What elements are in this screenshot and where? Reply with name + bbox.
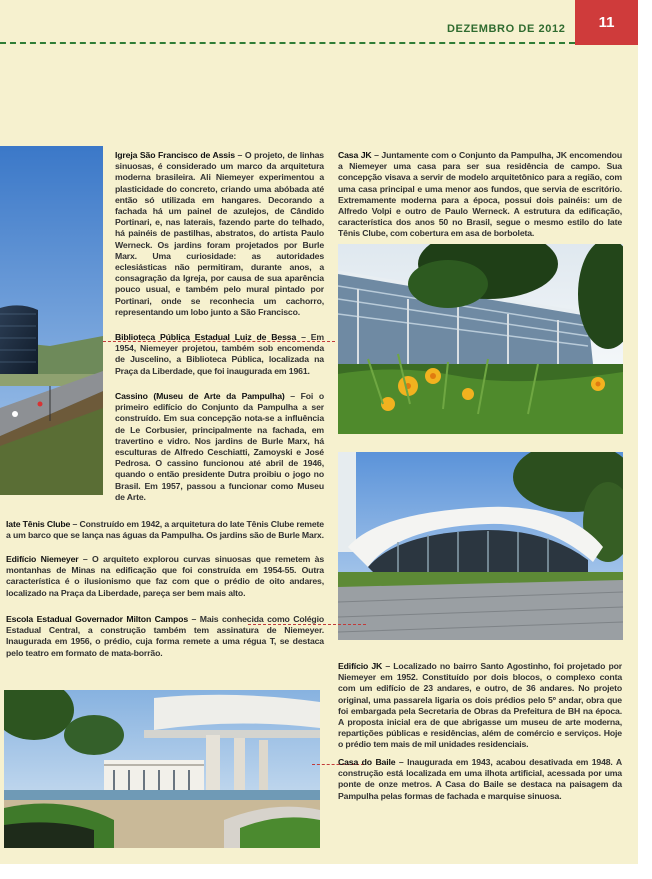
article-casa-baile-body: – Inaugurada em 1943, acabou desativada em 1948. A construção está localizada em uma ilhota artificial, acessada por uma ponte de onze metros. A Casa do Baile se destaca na paisagem da Pampulha pelas formas de fachada e marquise sinuosa. bbox=[338, 757, 622, 801]
article-biblioteca-body: – Em 1954, Niemeyer projetou, também sob encomenda de Juscelino, a Biblioteca Pública, localizada na Praça da Liberdade, que foi inaugurada em 1961. bbox=[115, 332, 324, 376]
article-casa-jk-title: Casa JK bbox=[338, 150, 372, 160]
article-casa-jk bbox=[338, 150, 622, 240]
photo-iate-tenis-clube bbox=[338, 452, 623, 640]
photo-casa-do-baile bbox=[4, 690, 320, 848]
page-number: 11 bbox=[598, 14, 615, 31]
article-escola-title: Escola Estadual Governador Milton Campos bbox=[6, 614, 188, 624]
article-edificio-niemeyer bbox=[6, 554, 324, 599]
article-niemeyer-body: – O arquiteto explorou curvas sinuosas que remetem às montanhas de Minas na edificação que foi construída em 1954-55. Outra característica é o ilusionismo que faz com que o prédio de oito andares, localizado na Praça da Liberdade, pareça ser bem mais alto. bbox=[6, 554, 324, 598]
article-igreja-title: Igreja São Francisco de Assis bbox=[115, 150, 235, 160]
header-date: DEZEMBRO DE 2012 bbox=[447, 23, 566, 35]
article-cassino-body: – Foi o primeiro edifício do Conjunto da Pampulha a ser construído. Em sua concepção nota-se a influência de Le Corbusier, principalmente na fachada, em travertino e vidro. Nos jardins de Burle Marx, há esculturas de Alfredo Ceschiatti, Zamoyski e José Pedrosa. O cassino funcionou até abril de 1946, quando o então presidente Dutra proibiu o jogo no Brasil. Em 1957, passou a funcionar como Museu de Arte. bbox=[115, 391, 324, 502]
article-escola bbox=[6, 614, 324, 659]
article-cassino-title: Cassino (Museu de Arte da Pampulha) bbox=[115, 391, 285, 401]
article-edificio-jk bbox=[338, 661, 622, 751]
header-dashed-rule bbox=[0, 42, 575, 44]
article-biblioteca-title: Biblioteca Pública Estadual Luiz de Bessa bbox=[115, 332, 297, 342]
article-edificio-jk-body: – Localizado no bairro Santo Agostinho, foi projetado por Niemeyer em 1952. Constituído por dois blocos, o complexo conta com um edifício de 23 andares, e outro, de 36 andares. No projeto original, uma passarela ligaria os dois prédios pelo 5º andar, obra que foi embargada pela Secretaria de Obras da Prefeitura de BH na época. A proposta inicial era de que abrigasse um museu de arte moderna, repartições públicas e residências, além de comércio e serviços. Hoje o prédio tem mais de mil unidades residenciais. bbox=[338, 661, 622, 750]
article-casa-do-baile bbox=[338, 757, 622, 802]
article-casa-jk-body: – Juntamente com o Conjunto da Pampulha, JK encomendou a Niemeyer uma casa para ser sua residência de campo. Sua concepção visava a servir de modelo arquitetônico para a região, com uma casa principal e uma menor aos fundos, que servia de escritório. Extremamente moderna para a época, possui dois painéis: um de Alfredo Volpi e outro de Paulo Werneck. A estrutura da edificação, característica dos anos 50 no Brasil, segue o mesmo estilo do Iate Tênis Clube, com cobertura em asa de borboleta. bbox=[338, 150, 622, 239]
article-casa-baile-title: Casa do Baile bbox=[338, 757, 396, 767]
article-iate-body: – Construído em 1942, a arquitetura do Iate Tênis Clube remete a um barco que se lança nas águas da Pampulha. Os jardins são de Burle Marx. bbox=[6, 519, 324, 541]
article-iate-title: Iate Tênis Clube bbox=[6, 519, 71, 529]
article-igreja bbox=[115, 150, 324, 318]
article-niemeyer-title: Edifício Niemeyer bbox=[6, 554, 79, 564]
article-escola-body: – Mais conhecida como Colégio Estadual Central, a construção também tem assinatura de Niemeyer. Inaugurada em 1956, o prédio, cuja forma remete a uma régua T, se destaca pelo teatro em formato de mata-borrão. bbox=[6, 614, 324, 658]
page-number-badge bbox=[575, 0, 638, 45]
article-igreja-body: – O projeto, de linhas sinuosas, é considerado um marco da arquitetura moderna brasileira. Ali Niemeyer experimentou a plasticidade do concreto, criando uma abóbada até então só utilizada em hangares. Decorando a fachada há um painel de azulejos, de Cândido Portinari, e, nas laterais, fazendo parte do telhado, há painéis de pastilhas, abstratos, do artista Paulo Werneck. Os jardins foram projetados por Burle Marx. Uma curiosidade: as autoridades eclesiásticas não permitiram, durante anos, a consagração da Igreja, por causa de sua aparência pouco usual, e também pelo mural pintado por Portinari, onde se reconhecia um cachorro, representando um lobo junto a São Francisco. bbox=[115, 150, 324, 317]
article-iate bbox=[6, 519, 324, 541]
photo-cassino bbox=[338, 244, 623, 434]
article-edificio-jk-title: Edifício JK bbox=[338, 661, 383, 671]
photo-edificio-jk bbox=[0, 146, 103, 495]
article-cassino bbox=[115, 391, 324, 503]
article-biblioteca bbox=[115, 332, 324, 377]
